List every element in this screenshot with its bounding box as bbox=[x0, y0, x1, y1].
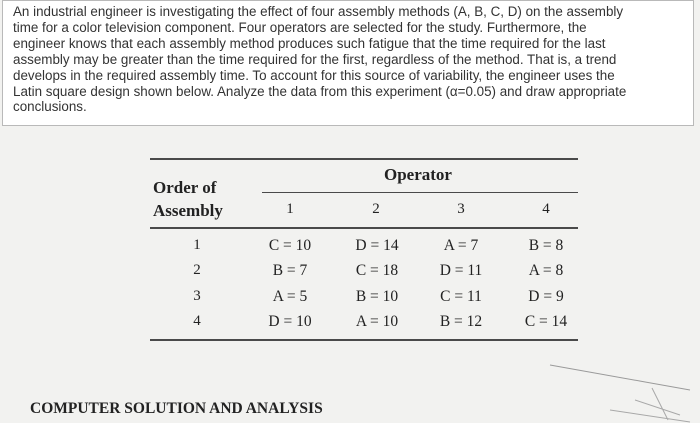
table-cell: A = 7 bbox=[443, 237, 479, 254]
table-cell: D = 11 bbox=[439, 262, 483, 279]
operator-header: Operator bbox=[384, 165, 452, 184]
latin-square-table bbox=[0, 140, 700, 350]
row-order-label: 4 bbox=[193, 313, 201, 329]
table-cell: D = 10 bbox=[268, 313, 312, 330]
table-cell: C = 18 bbox=[355, 262, 399, 279]
problem-statement-box bbox=[2, 0, 694, 126]
problem-line: engineer knows that each assembly method produces such fatigue that the time required for the last bbox=[13, 35, 606, 51]
row-order-label: 3 bbox=[193, 288, 201, 304]
table-cell: C = 10 bbox=[268, 237, 312, 254]
column-label: 1 bbox=[286, 201, 294, 217]
header-bottom-rule bbox=[150, 227, 578, 229]
section-title: COMPUTER SOLUTION AND ANALYSIS bbox=[30, 400, 323, 417]
problem-line: assembly may be greater than the time required for the first, regardless of the method. That is, a trend bbox=[13, 51, 617, 67]
pencil-mark-decoration bbox=[540, 360, 700, 423]
row-header-line1: Order of bbox=[153, 178, 217, 197]
row-order-label: 2 bbox=[193, 262, 201, 278]
column-label: 3 bbox=[457, 201, 465, 217]
problem-line: conclusions. bbox=[13, 99, 87, 115]
table-cell: A = 8 bbox=[528, 262, 564, 279]
column-label: 2 bbox=[372, 201, 380, 217]
table-cell: C = 14 bbox=[524, 313, 568, 330]
table-bottom-rule bbox=[150, 339, 578, 341]
problem-line: Latin square design shown below. Analyze the data from this experiment (α=0.05) and draw appropriate bbox=[13, 83, 627, 99]
table-top-rule bbox=[150, 158, 578, 160]
operator-rule bbox=[262, 192, 578, 193]
table-cell: A = 10 bbox=[355, 313, 399, 330]
table-cell: D = 9 bbox=[528, 288, 564, 305]
table-cell: B = 8 bbox=[528, 237, 564, 254]
row-order-label: 1 bbox=[193, 237, 201, 253]
table-cell: B = 10 bbox=[355, 288, 399, 305]
table-cell: D = 14 bbox=[355, 237, 399, 254]
problem-statement bbox=[13, 4, 697, 115]
problem-line: time for a color television component. Four operators are selected for the study. Furthermore, the bbox=[13, 19, 587, 35]
column-label: 4 bbox=[542, 201, 550, 217]
row-header-line2: Assembly bbox=[153, 201, 223, 220]
table-cell: A = 5 bbox=[272, 288, 308, 305]
problem-line: develops in the required assembly time. To account for this source of variability, the engineer uses the bbox=[13, 67, 615, 83]
table-cell: C = 11 bbox=[440, 288, 482, 305]
table-cell: B = 7 bbox=[272, 262, 308, 279]
problem-line: An industrial engineer is investigating the effect of four assembly methods (A, B, C, D) on the assembly bbox=[13, 4, 624, 19]
table-cell: B = 12 bbox=[439, 313, 483, 330]
